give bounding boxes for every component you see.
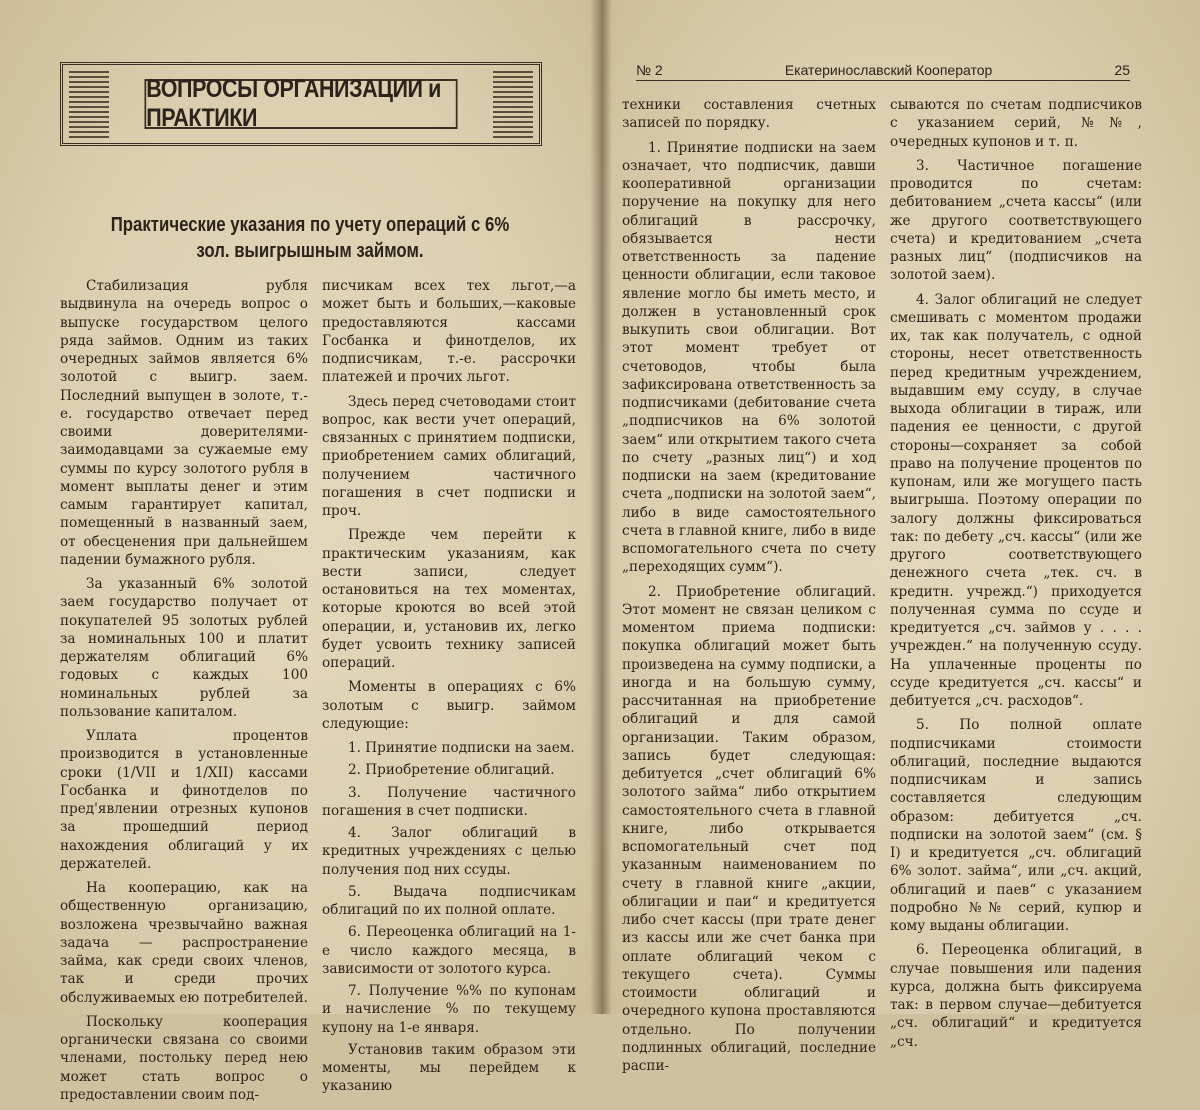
list-item: 6. Переоценка облигаций на 1-е число каждого месяца, в зависимости от золотого курса. (322, 924, 576, 977)
list-item: 5. Выдача подписчикам облигаций по их полной оплате. (322, 883, 576, 918)
paragraph: Здесь перед счетоводами стоит вопрос, как вести учет операций, связанных с принятием подписки, приобретением самих облигаций, получением частичного погашения в счет подписки и проч. (322, 393, 576, 519)
paragraph: За указанный 6% золотой заем государство получает от покупателей 95 золотых рублей за номинальных 100 и платит держателям облигаций 6% годовых с каждых 100 номинальных рублей за пользование капиталом. (60, 576, 308, 720)
left-column-1 (60, 277, 308, 1110)
right-page (600, 0, 1200, 1074)
paragraph: 3. Частичное погашение проводится по счетам: дебитованием „счета кассы“ (или же другого соответствующего счета) и кредитованием „счета разных лиц“ (подписчиков на золотой заем). (890, 157, 1142, 284)
paragraph: На кооперацию, как на общественную организацию, возложена чрезвычайно важная задача — распространение займа, как среди своих членов, так и среди прочих обслуживаемых ею потребителей. (60, 880, 308, 1006)
running-header (636, 60, 1130, 81)
paragraph: Моменты в операциях с 6% золотым с выигр. займом следующие: (322, 679, 576, 732)
paragraph: писчикам всех тех льгот,—а может быть и больших,—каковые предоставляются кассами Госбанка и финотделов, их подписчикам, т.-е. рассрочки платежей и прочих льгот. (322, 278, 576, 386)
list-item: 3. Получение частичного погашения в счет подписки. (322, 784, 576, 819)
book-gutter (590, 0, 612, 1014)
paragraph: Уплата процентов производится в установленные сроки (1/VII и 1/XII) кассами Госбанка и финотделов по пред'явлении отрезных купонов за прошедший период нахождения облигаций у их держателей. (60, 728, 308, 872)
right-column-1 (622, 96, 876, 1081)
moments-list (322, 739, 576, 1037)
paragraph: техники составления счетных записей по порядку. (622, 97, 876, 132)
paragraph: 2. Приобретение облигаций. Этот момент не связан целиком с моментом приема подписки: покупка облигаций может быть произведена на сумму подписки, а иногда и на большую сумму, рассчитанная на приобретение облигаций и для самой организации. Таким образом, запись будет следующая: дебитуется „счет облигаций 6% золотого займа“ либо открытием самостоятельного счета в главной книге, либо открывается вспомогательный счет под указанным наименованием по счету в главной книге „акции, облигации и паи“ и кредитуется либо счет кассы (при трате денег из кассы или же счет банка при оплате облигаций чеком с текущего счета). Суммы стоимости облигаций и очередного купона проставляются отдельно. По получении подлинных облигаций, последние распи- (622, 583, 876, 1074)
ornament-right (493, 71, 533, 139)
section-banner-title: ВОПРОСЫ ОРГАНИЗАЦИИ и ПРАКТИКИ (144, 79, 457, 129)
list-item: 1. Принятие подписки на заем. (348, 740, 575, 756)
article-title: Практические указания по учету операций с 6% зол. выигрышным займом. (110, 214, 510, 262)
issue-number: № 2 (636, 62, 663, 78)
journal-title: Екатеринославский Кооператор (784, 62, 993, 78)
paragraph: Стабилизация рубля выдвинула на очередь вопрос о выпуске государством целого ряда займов. Одним из таких очередных займов является 6% золотой с выигр. заем. Последний выпущен в золоте, т.-е. государство отвечает перед своими доверителями-заимодавцами за сужаемые ему суммы по курсу золотого рубля в момент выплаты денег и этим самым гарантирует капитал, помещенный в названный заем, от обесценения при дальнейшем падении бумажного рубля. (60, 278, 308, 568)
ornament-left (69, 71, 109, 139)
list-item: 4. Залог облигаций в кредитных учреждениях с целью получения под них ссуды. (322, 825, 576, 878)
right-column-2 (890, 96, 1142, 1057)
paragraph: сываются по счетам подписчиков с указанием серий, №№, очередных купонов и т. п. (890, 97, 1142, 150)
list-item: 2. Приобретение облигаций. (348, 762, 555, 779)
left-page (0, 0, 600, 1103)
paragraph: Установив таким образом эти моменты, мы перейдем к указанию (322, 1041, 576, 1095)
paragraph: 1. Принятие подписки на заем означает, что подписчик, давши кооперативной организации поручение на покупку для него облигаций в рассрочку, обязывается нести ответственность за падение ценности облигации, если таковое явление могло бы иметь место, и должен в установленный срок выкупить свои облигации. Вот этот момент требует от счетоводов, чтобы была зафиксирована ответственность за подписчиками (дебитование счета „подписчиков на 6% золотой заем“ или открытием такого счета по счету „разных лиц“) и ход подписки на заем (кредитование счета „подписки на золотой заем“, либо в виде самостоятельного счета в главной книге, либо в виде вспомогательного счета по счету „переходящих сумм“). (622, 139, 876, 576)
section-banner (60, 62, 542, 146)
page-number: 25 (1114, 62, 1130, 78)
paragraph: Поскольку кооперация органически связана со своими членами, постольку перед нею может стать вопрос о предоставлении своим под- (60, 1013, 308, 1103)
paragraph: Прежде чем перейти к практическим указаниям, как вести записи, следует остановиться на тех моментах, которые кроются во всей этой операции, и, установив их, легко будет усвоить технику записей операций. (322, 527, 576, 671)
paragraph: 5. По полной оплате подписчиками стоимости облигаций, последние выдаются подписчикам и запись составляется следующим образом: дебитуется „сч. подписки на золотой заем“ (см. § I) и кредитуется „сч. облигаций 6% золот. займа“, или „сч. акций, облигаций и паев“ с указанием подробно №№ серий, купюр и кому выданы облигации. (890, 717, 1142, 934)
paragraph: 4. Залог облигаций не следует смешивать с моментом продажи их, так как получатель, с одной стороны, несет ответственность перед кредитным учреждением, выдавшим ему ссуду, в случае выхода облигации в тираж, или падения ее ценности, с другой стороны—сохраняет за собой право на получение процентов по купонам, или же могущего пасть выигрыша. Поэтому операции по залогу должны фиксироваться так: по дебету „сч. кассы“ (или же другого соответствующего денежного счета „тек. сч. в кредитн. учрежд.“) приходуется полученная сумма по ссуде и кредитуется „сч. займов у . . . . учрежден.“ на полученную ссуду. На уплаченные проценты по ссуде кредитуется „сч. кассы“ и дебитуется „сч. расходов“. (890, 291, 1142, 709)
left-column-2 (322, 277, 576, 1102)
list-item: 7. Получение %% по купонам и начисление % по текущему купону на 1-е января. (322, 983, 576, 1036)
paragraph: 6. Переоценка облигаций, в случае повышения или падения курса, должна быть фиксируема так: в первом случае—дебитуется „сч. облигаций“ и кредитуется „сч. (890, 942, 1142, 1050)
